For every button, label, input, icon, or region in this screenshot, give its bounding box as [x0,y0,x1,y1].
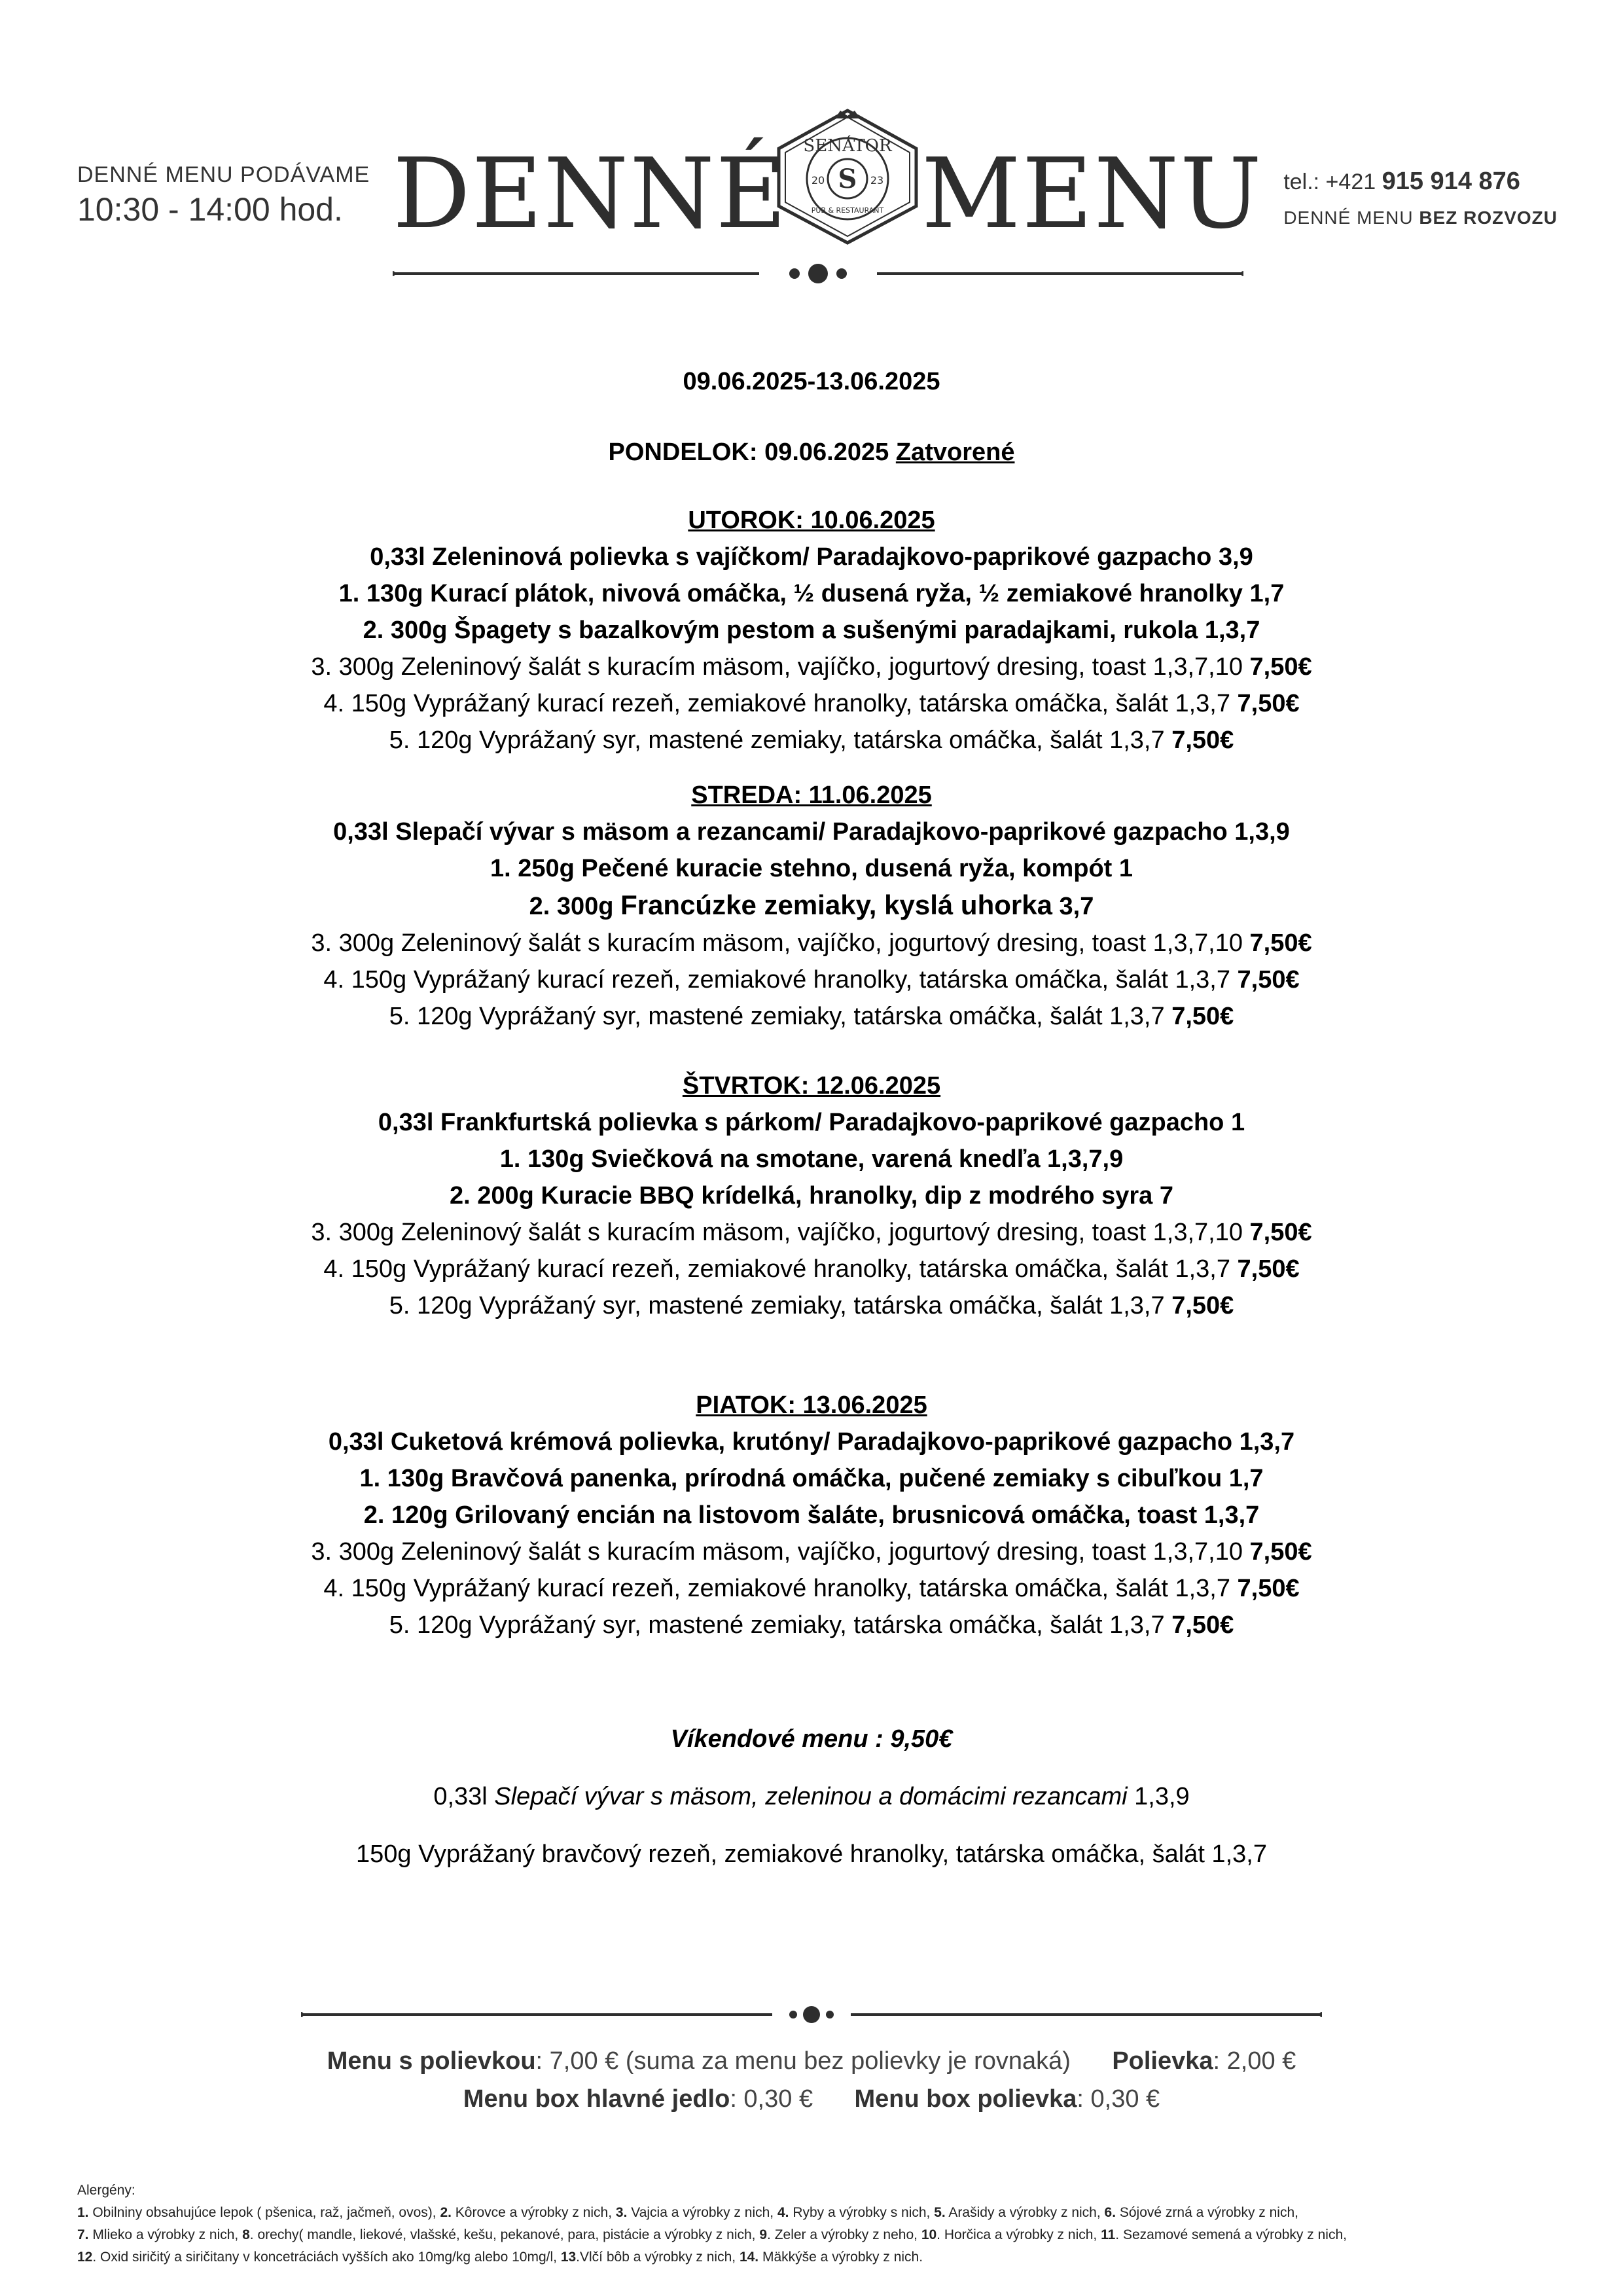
day-heading: ŠTVRTOK: 12.06.2025 [682,1072,941,1100]
allergens-list [77,2202,1556,2269]
phone-number: 915 914 876 [1382,168,1520,195]
allergen-item: 7. Mlieko a výrobky z nich, [77,2227,243,2242]
allergen-item: 4. Ryby a výrobky s nich, [777,2205,935,2220]
header-divider [393,257,1243,293]
main-item-2: 2. 300g Špagety s bazalkovým pestom a sušenými paradajkami, rukola 1,3,7 [363,617,1260,644]
contact-info [1283,168,1558,228]
item-prefix: 2. 300g [529,893,621,920]
serving-time: 10:30 - 14:00 hod. [77,191,343,228]
allergen-item: 13.Vlčí bôb a výrobky z nich, [560,2250,740,2265]
title-left: DENNÉ [393,137,788,250]
monday-status: Zatvorené [895,439,1015,466]
item-text: 5. 120g Vyprážaný syr, mastené zemiaky, tatárska omáčka, šalát 1,3,7 [389,1003,1172,1030]
menu-item-4 [0,1570,1623,1607]
soup-label: Polievka [1112,2047,1213,2075]
soup-item: 0,33l Slepačí vývar s mäsom a rezancami/ Paradajkovo-paprikové gazpacho 1,3,9 [333,818,1290,846]
day-section-tuesday [0,502,1623,759]
main-item-2: 2. 200g Kuracie BBQ krídelká, hranolky, dip z modrého syra 7 [450,1182,1173,1210]
item-text: 3. 300g Zeleninový šalát s kuracím mäsom, vajíčko, jogurtový dresing, toast 1,3,7,10 [311,1219,1250,1246]
main-item-1: 1. 130g Kurací plátok, nivová omáčka, ½ dusená ryža, ½ zemiakové hranolky 1,7 [338,580,1285,607]
day-heading: PIATOK: 13.06.2025 [696,1391,927,1419]
logo-tagline: PUB & RESTAURANT [811,206,884,215]
item-price: 7,50€ [1171,1292,1234,1319]
menu-soup-label: Menu s polievkou [327,2047,536,2075]
delivery-note [1283,207,1558,228]
footer-divider [301,1998,1322,2034]
monday-line [0,434,1623,471]
allergen-item: 14. Mäkkýše a výrobky z nich. [739,2250,923,2265]
pricing-line-1 [0,2042,1623,2080]
weekend-soup [0,1778,1623,1815]
item-text: 4. 150g Vyprážaný kurací rezeň, zemiakové hranolky, tatárska omáčka, šalát 1,3,7 [323,1255,1238,1283]
item-price: 7,50€ [1237,1575,1300,1602]
weekend-soup-allergens: 1,3,9 [1127,1783,1190,1810]
day-section-thursday [0,1067,1623,1324]
allergen-item: 2. Kôrovce a výrobky z nich, [440,2205,616,2220]
allergen-item: 9. Zeler a výrobky z neho, [759,2227,921,2242]
item-price: 7,50€ [1171,1003,1234,1030]
soup-item: 0,33l Cuketová krémová polievka, krutóny/ Paradajkovo-paprikové gazpacho 1,3,7 [328,1428,1295,1456]
menu-item-4 [0,961,1623,998]
weekend-section [0,1721,1623,1873]
logo-year-right: 23 [870,174,884,187]
menu-item-5 [0,1607,1623,1643]
allergen-item: 8. orechy( mandle, liekové, vlašské, kešu, pekanové, para, pistácie a výrobky z nich, [242,2227,760,2242]
day-heading: STREDA: 11.06.2025 [691,781,932,809]
item-text: 4. 150g Vyprážaný kurací rezeň, zemiakové hranolky, tatárska omáčka, šalát 1,3,7 [323,690,1238,717]
item-text: 3. 300g Zeleninový šalát s kuracím mäsom, vajíčko, jogurtový dresing, toast 1,3,7,10 [311,929,1250,957]
day-heading: UTOROK: 10.06.2025 [688,507,935,534]
item-allergens: 3,7 [1052,893,1094,920]
allergen-item: 6. Sójové zrná a výrobky z nich, [1104,2205,1298,2220]
pricing-line-2 [0,2080,1623,2118]
box-main-label: Menu box hlavné jedlo [463,2085,730,2113]
item-price: 7,50€ [1237,1255,1300,1283]
soup-item: 0,33l Zeleninová polievka s vajíčkom/ Paradajkovo-paprikové gazpacho 3,9 [370,543,1253,571]
allergen-item: 3. Vajcia a výrobky z nich, [615,2205,777,2220]
allergen-item: 12. Oxid siričitý a siričitany v koncetráciách vyšších ako 10mg/kg alebo 10mg/l, [77,2250,561,2265]
item-price: 7,50€ [1171,1611,1234,1639]
menu-item-5 [0,722,1623,759]
senator-logo [771,108,924,245]
phone-prefix: tel.: +421 [1283,170,1382,194]
day-section-friday [0,1387,1623,1643]
box-soup-value: : 0,30 € [1077,2085,1160,2113]
allergen-item: 1. Obilniny obsahujúce lepok ( pšenica, raž, jačmeň, ovos), [77,2205,440,2220]
menu-item-3 [0,649,1623,685]
title-right: MENU [921,137,1263,250]
main-item-1: 1. 250g Pečené kuracie stehno, dusená ryža, kompót 1 [490,855,1133,882]
menu-item-5 [0,1287,1623,1324]
serving-hours [77,162,370,228]
item-text: 3. 300g Zeleninový šalát s kuracím mäsom, vajíčko, jogurtový dresing, toast 1,3,7,10 [311,1538,1250,1566]
item-text: 3. 300g Zeleninový šalát s kuracím mäsom, vajíčko, jogurtový dresing, toast 1,3,7,10 [311,653,1250,681]
weekend-soup-prefix: 0,33l [433,1783,495,1810]
allergen-item: 11. Sezamové semená a výrobky z nich, [1101,2227,1347,2242]
main-item-2 [0,887,1623,925]
main-item-2: 2. 120g Grilovaný encián na listovom šaláte, brusnicová omáčka, toast 1,3,7 [363,1501,1260,1529]
main-item-1: 1. 130g Sviečková na smotane, varená knedľa 1,3,7,9 [499,1145,1124,1173]
menu-item-4 [0,685,1623,722]
logo-name: SENÁTOR [803,136,892,156]
weekend-soup-name: Slepačí vývar s mäsom, zeleninou a domácimi rezancami [494,1783,1128,1810]
item-price: 7,50€ [1237,966,1300,994]
item-text: 4. 150g Vyprážaný kurací rezeň, zemiakové hranolky, tatárska omáčka, šalát 1,3,7 [323,1575,1238,1602]
box-main-value: : 0,30 € [730,2085,813,2113]
menu-item-5 [0,998,1623,1035]
item-price: 7,50€ [1249,1219,1312,1246]
logo-year-left: 20 [811,174,825,187]
serving-label: DENNÉ MENU PODÁVAME [77,162,370,187]
logo-monogram: S [838,164,857,194]
menu-item-3 [0,1214,1623,1251]
item-price: 7,50€ [1249,1538,1312,1566]
box-soup-label: Menu box polievka [854,2085,1077,2113]
item-price: 7,50€ [1249,929,1312,957]
allergen-item: 10. Horčica a výrobky z nich, [921,2227,1101,2242]
item-price: 7,50€ [1237,690,1300,717]
weekend-title: Víkendové menu : 9,50€ [670,1725,953,1753]
day-section-wednesday [0,777,1623,1035]
item-text: 5. 120g Vyprážaný syr, mastené zemiaky, tatárska omáčka, šalát 1,3,7 [389,726,1172,754]
delivery-prefix: DENNÉ MENU [1283,207,1419,228]
item-text: 4. 150g Vyprážaný kurací rezeň, zemiakové hranolky, tatárska omáčka, šalát 1,3,7 [323,966,1238,994]
menu-item-3 [0,1534,1623,1570]
phone-line [1283,168,1558,196]
soup-item: 0,33l Frankfurtská polievka s párkom/ Paradajkovo-paprikové gazpacho 1 [378,1109,1245,1136]
allergens-title: Alergény: [77,2183,135,2198]
delivery-bold: BEZ ROZVOZU [1419,207,1558,228]
allergen-item: 5. Arašidy a výrobky z nich, [934,2205,1105,2220]
soup-value: : 2,00 € [1213,2047,1296,2075]
item-text: 5. 120g Vyprážaný syr, mastené zemiaky, tatárska omáčka, šalát 1,3,7 [389,1292,1172,1319]
menu-soup-value: : 7,00 € (suma za menu bez polievky je rovnaká) [535,2047,1071,2075]
pricing-info [0,2042,1623,2118]
weekend-main: 150g Vyprážaný bravčový rezeň, zemiakové hranolky, tatárska omáčka, šalát 1,3,7 [356,1840,1267,1868]
item-price: 7,50€ [1171,726,1234,754]
menu-item-4 [0,1251,1623,1287]
item-price: 7,50€ [1249,653,1312,681]
monday-label: PONDELOK: 09.06.2025 [608,439,896,466]
item-text: 5. 120g Vyprážaný syr, mastené zemiaky, tatárska omáčka, šalát 1,3,7 [389,1611,1172,1639]
allergens-legend [77,2179,1556,2269]
item-name: Francúzke zemiaky, kyslá uhorka [620,889,1052,920]
main-item-1: 1. 130g Bravčová panenka, prírodná omáčka, pučené zemiaky s cibuľkou 1,7 [359,1465,1264,1492]
menu-item-3 [0,925,1623,961]
week-range: 09.06.2025-13.06.2025 [683,368,940,395]
menu-content [0,363,1623,1873]
